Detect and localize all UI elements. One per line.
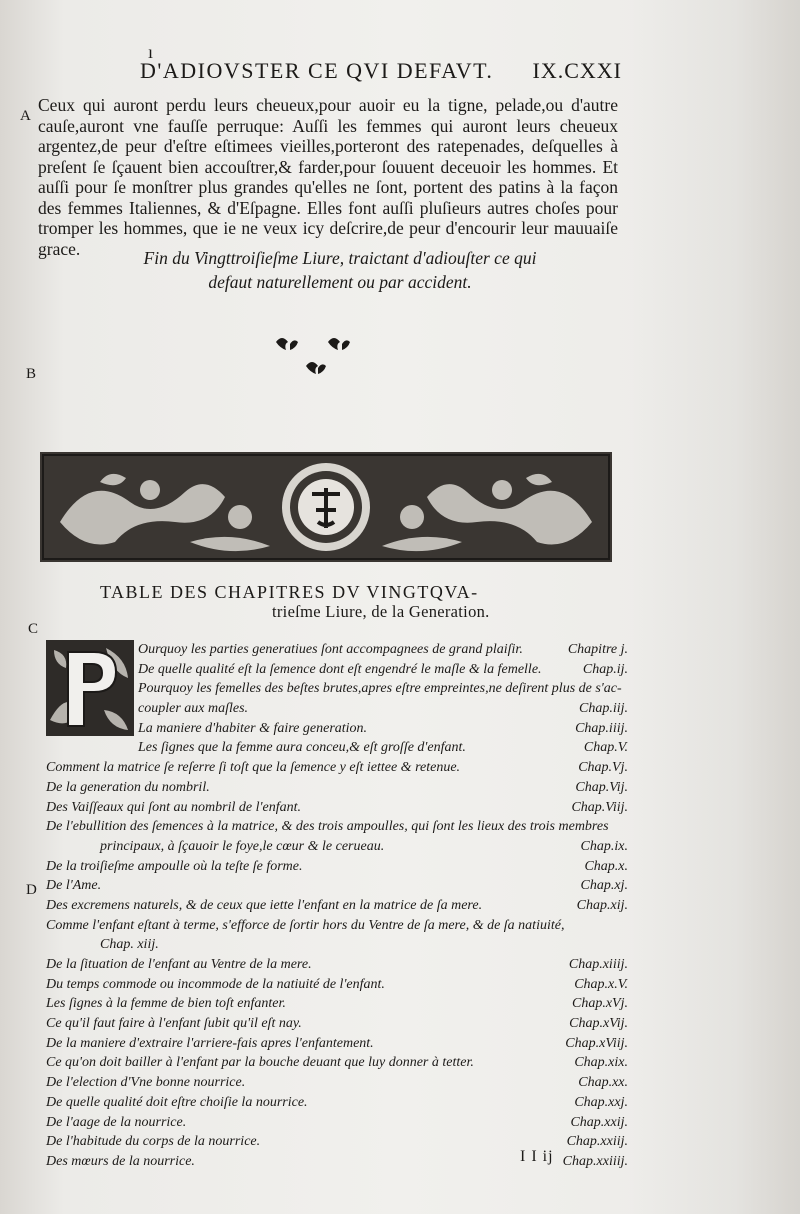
toc-entry-title: coupler aux maſles.: [138, 701, 249, 717]
toc-entry-title: Comment la matrice ſe reſerre ſi toſt que la ſemence y eſt iettee & retenue.: [46, 760, 461, 776]
toc-entry-title: De la troiſieſme ampoulle où la teſte ſe forme.: [46, 858, 303, 874]
end-note-line-1: Fin du Vingttroiſieſme Liure, traictant d'adiouſter ce qui: [143, 248, 537, 268]
toc-entry-chapter: Chap.xx.: [578, 1075, 628, 1091]
header-mark: ı: [148, 42, 154, 62]
toc-entry: [46, 778, 628, 798]
toc-entry-chapter: Chapitre j.: [567, 642, 628, 657]
toc-entry: [46, 994, 628, 1014]
toc-entry-title: principaux, à ſçauoir le foye,le cœur & le cerueau.: [100, 838, 385, 854]
toc-entry: [46, 916, 628, 936]
toc-entry: [46, 719, 628, 739]
body-paragraph: Ceux qui auront perdu leurs cheueux,pour auoir eu la tigne, pelade,ou d'autre cauſe,auront vne fauſſe perruque: Auſſi les femmes qui auront leurs cheueux argentez,de peur d'eſtre eſtimees vieilles,porteront des ratepenades, deſquelles à preſent ſe ſçauent bien accouſtrer,& farder,pour ſouuent deceuoir les hommes. Et auſſi pour ſe monſtrer plus grandes qu'elles ne ſont, portent des patins à la façon des femmes Italiennes, & d'Eſpagne. Elles font auſſi pluſieurs autres choſes pour tromper les hommes, que ie ne veux icy deſcrire,de peur d'encourir leur mauuaiſe grace.: [38, 95, 618, 259]
signature-mark: I I ij: [520, 1148, 554, 1165]
end-note-line-2: defaut naturellement ou par accident.: [208, 272, 472, 292]
toc-entry: [46, 1034, 628, 1054]
folio-number: IX.CXXI: [532, 58, 622, 83]
toc-entry: [46, 1053, 628, 1073]
toc-entry: [46, 699, 628, 719]
toc-entry-title: Chap. xiij.: [100, 937, 159, 953]
toc-entry-title: De quelle qualité doit eſtre choiſie la nourrice.: [46, 1094, 308, 1110]
toc-entry: [46, 817, 628, 837]
toc-entry: [46, 857, 628, 877]
toc-entry-chapter: Chap.xix.: [574, 1055, 628, 1071]
woodcut-headpiece-icon: [40, 452, 612, 562]
toc-entry-chapter: Chap.xxj.: [574, 1094, 628, 1110]
toc-entry: [46, 679, 628, 699]
toc-entry-chapter: Chap.Vij.: [575, 779, 628, 795]
toc-entry: [46, 1073, 628, 1093]
margin-letter-d: D: [26, 882, 37, 898]
toc-entry: [46, 738, 628, 758]
toc-entry-chapter: Chap.xiiij.: [568, 957, 628, 972]
margin-letter-c: C: [28, 621, 39, 637]
toc-entry-chapter: Chap.xxiiij.: [562, 1153, 628, 1169]
toc-entry: [46, 758, 628, 778]
toc-entry-title: Des Vaiſſeaux qui ſont au nombril de l'enfant.: [46, 799, 301, 815]
toc-entry-chapter: Chap.xj.: [580, 878, 628, 894]
toc-entry-chapter: Chap.xxiij.: [566, 1134, 628, 1150]
toc-entry-title: Des excremens naturels, & de ceux que iette l'enfant en la matrice de ſa mere.: [46, 897, 483, 913]
toc-entry: [46, 896, 628, 916]
toc-entry-chapter: Chap.ij.: [582, 661, 628, 677]
margin-letter-b: B: [26, 366, 37, 382]
toc-entry-title: Les ſignes que la femme aura conceu,& eſt groſſe d'enfant.: [138, 740, 466, 756]
toc-entry: [46, 1014, 628, 1034]
table-title-line-1: TABLE DES CHAPITRES DV VINGTQVA-: [100, 582, 479, 602]
toc-entry: [46, 837, 628, 857]
toc-entry-chapter: Chap.xij.: [576, 897, 628, 913]
fleuron-ornament-icon: [270, 332, 360, 382]
toc-entry: [46, 660, 628, 680]
toc-entry-chapter: Chap.x.V.: [574, 976, 628, 992]
toc-entry-chapter: Chap.xxij.: [570, 1114, 628, 1130]
toc-entry-title: De l'ebullition des ſemences à la matrice, & des trois ampoulles, qui ſont les lieux des trois membres: [46, 819, 609, 835]
toc-entry-title: De la generation du nombril.: [46, 779, 210, 795]
toc-entry: [46, 1113, 628, 1133]
toc-entry-chapter: Chap.V.: [583, 740, 628, 756]
show-through-shadow: [632, 0, 800, 1214]
table-title: [100, 582, 620, 622]
toc-entry-title: Du temps commode ou incommode de la natiuité de l'enfant.: [46, 976, 385, 992]
toc-entry: [46, 876, 628, 896]
toc-entry-title: Les ſignes à la femme de bien toſt enfanter.: [46, 996, 286, 1012]
toc-entry-chapter: Chap.iij.: [578, 701, 628, 717]
toc-entry-chapter: Chap.xVij.: [569, 1016, 628, 1032]
toc-entry-title: Des mœurs de la nourrice.: [46, 1153, 195, 1169]
toc-entry-chapter: Chap.iiij.: [575, 720, 628, 736]
toc-entry-chapter: Chap.xViij.: [565, 1035, 628, 1051]
toc-entry: [46, 935, 628, 955]
toc-entry: [46, 1093, 628, 1113]
chapter-table: [46, 640, 628, 1172]
toc-entry: [46, 955, 628, 975]
toc-entry-chapter: Chap.xVj.: [572, 996, 628, 1012]
toc-entry-title: Pourquoy les femelles des beſtes brutes,apres eſtre empreintes,ne deſirent plus de s'ac-: [138, 681, 622, 697]
toc-entry-title: De l'election d'Vne bonne nourrice.: [46, 1075, 246, 1091]
toc-entry-title: Ce qu'on doit bailler à l'enfant par la bouche deuant que luy donner à tetter.: [46, 1055, 474, 1071]
table-title-line-2: trieſme Liure, de la Generation.: [272, 602, 490, 621]
toc-entry-title: De l'Ame.: [46, 878, 102, 894]
book-end-note: [110, 246, 570, 294]
toc-entry-title: Comme l'enfant eſtant à terme, s'efforce de ſortir hors du Ventre de ſa mere, & de ſa natiuité,: [46, 917, 565, 933]
toc-entry-chapter: Chap.Viij.: [571, 799, 628, 815]
margin-letter-a: A: [20, 108, 31, 124]
toc-entry-title: De l'aage de la nourrice.: [46, 1114, 187, 1130]
toc-entry-title: Ourquoy les parties generatiues ſont accompagnees de grand plaiſir.: [138, 642, 523, 657]
toc-entry: [46, 640, 628, 660]
running-head: D'ADIOVSTER CE QVI DEFAVT.: [140, 58, 494, 83]
toc-entry-chapter: Chap.Vj.: [578, 760, 628, 776]
toc-entry-title: De l'habitude du corps de la nourrice.: [46, 1134, 261, 1150]
toc-entry-title: De la ſituation de l'enfant au Ventre de la mere.: [46, 957, 312, 972]
toc-entry-chapter: Chap.x.: [584, 858, 628, 874]
toc-entry: [46, 975, 628, 995]
toc-entry-title: De la maniere d'extraire l'arriere-fais apres l'enfantement.: [46, 1035, 374, 1051]
toc-entry-title: La maniere d'habiter & faire generation.: [138, 720, 368, 736]
toc-entry: [46, 798, 628, 818]
toc-entry-title: Ce qu'il faut faire à l'enfant ſubit qu'il eſt nay.: [46, 1016, 302, 1032]
toc-entry-title: De quelle qualité eſt la ſemence dont eſt engendré le maſle & la femelle.: [138, 661, 542, 677]
toc-entry-chapter: Chap.ix.: [580, 838, 628, 854]
